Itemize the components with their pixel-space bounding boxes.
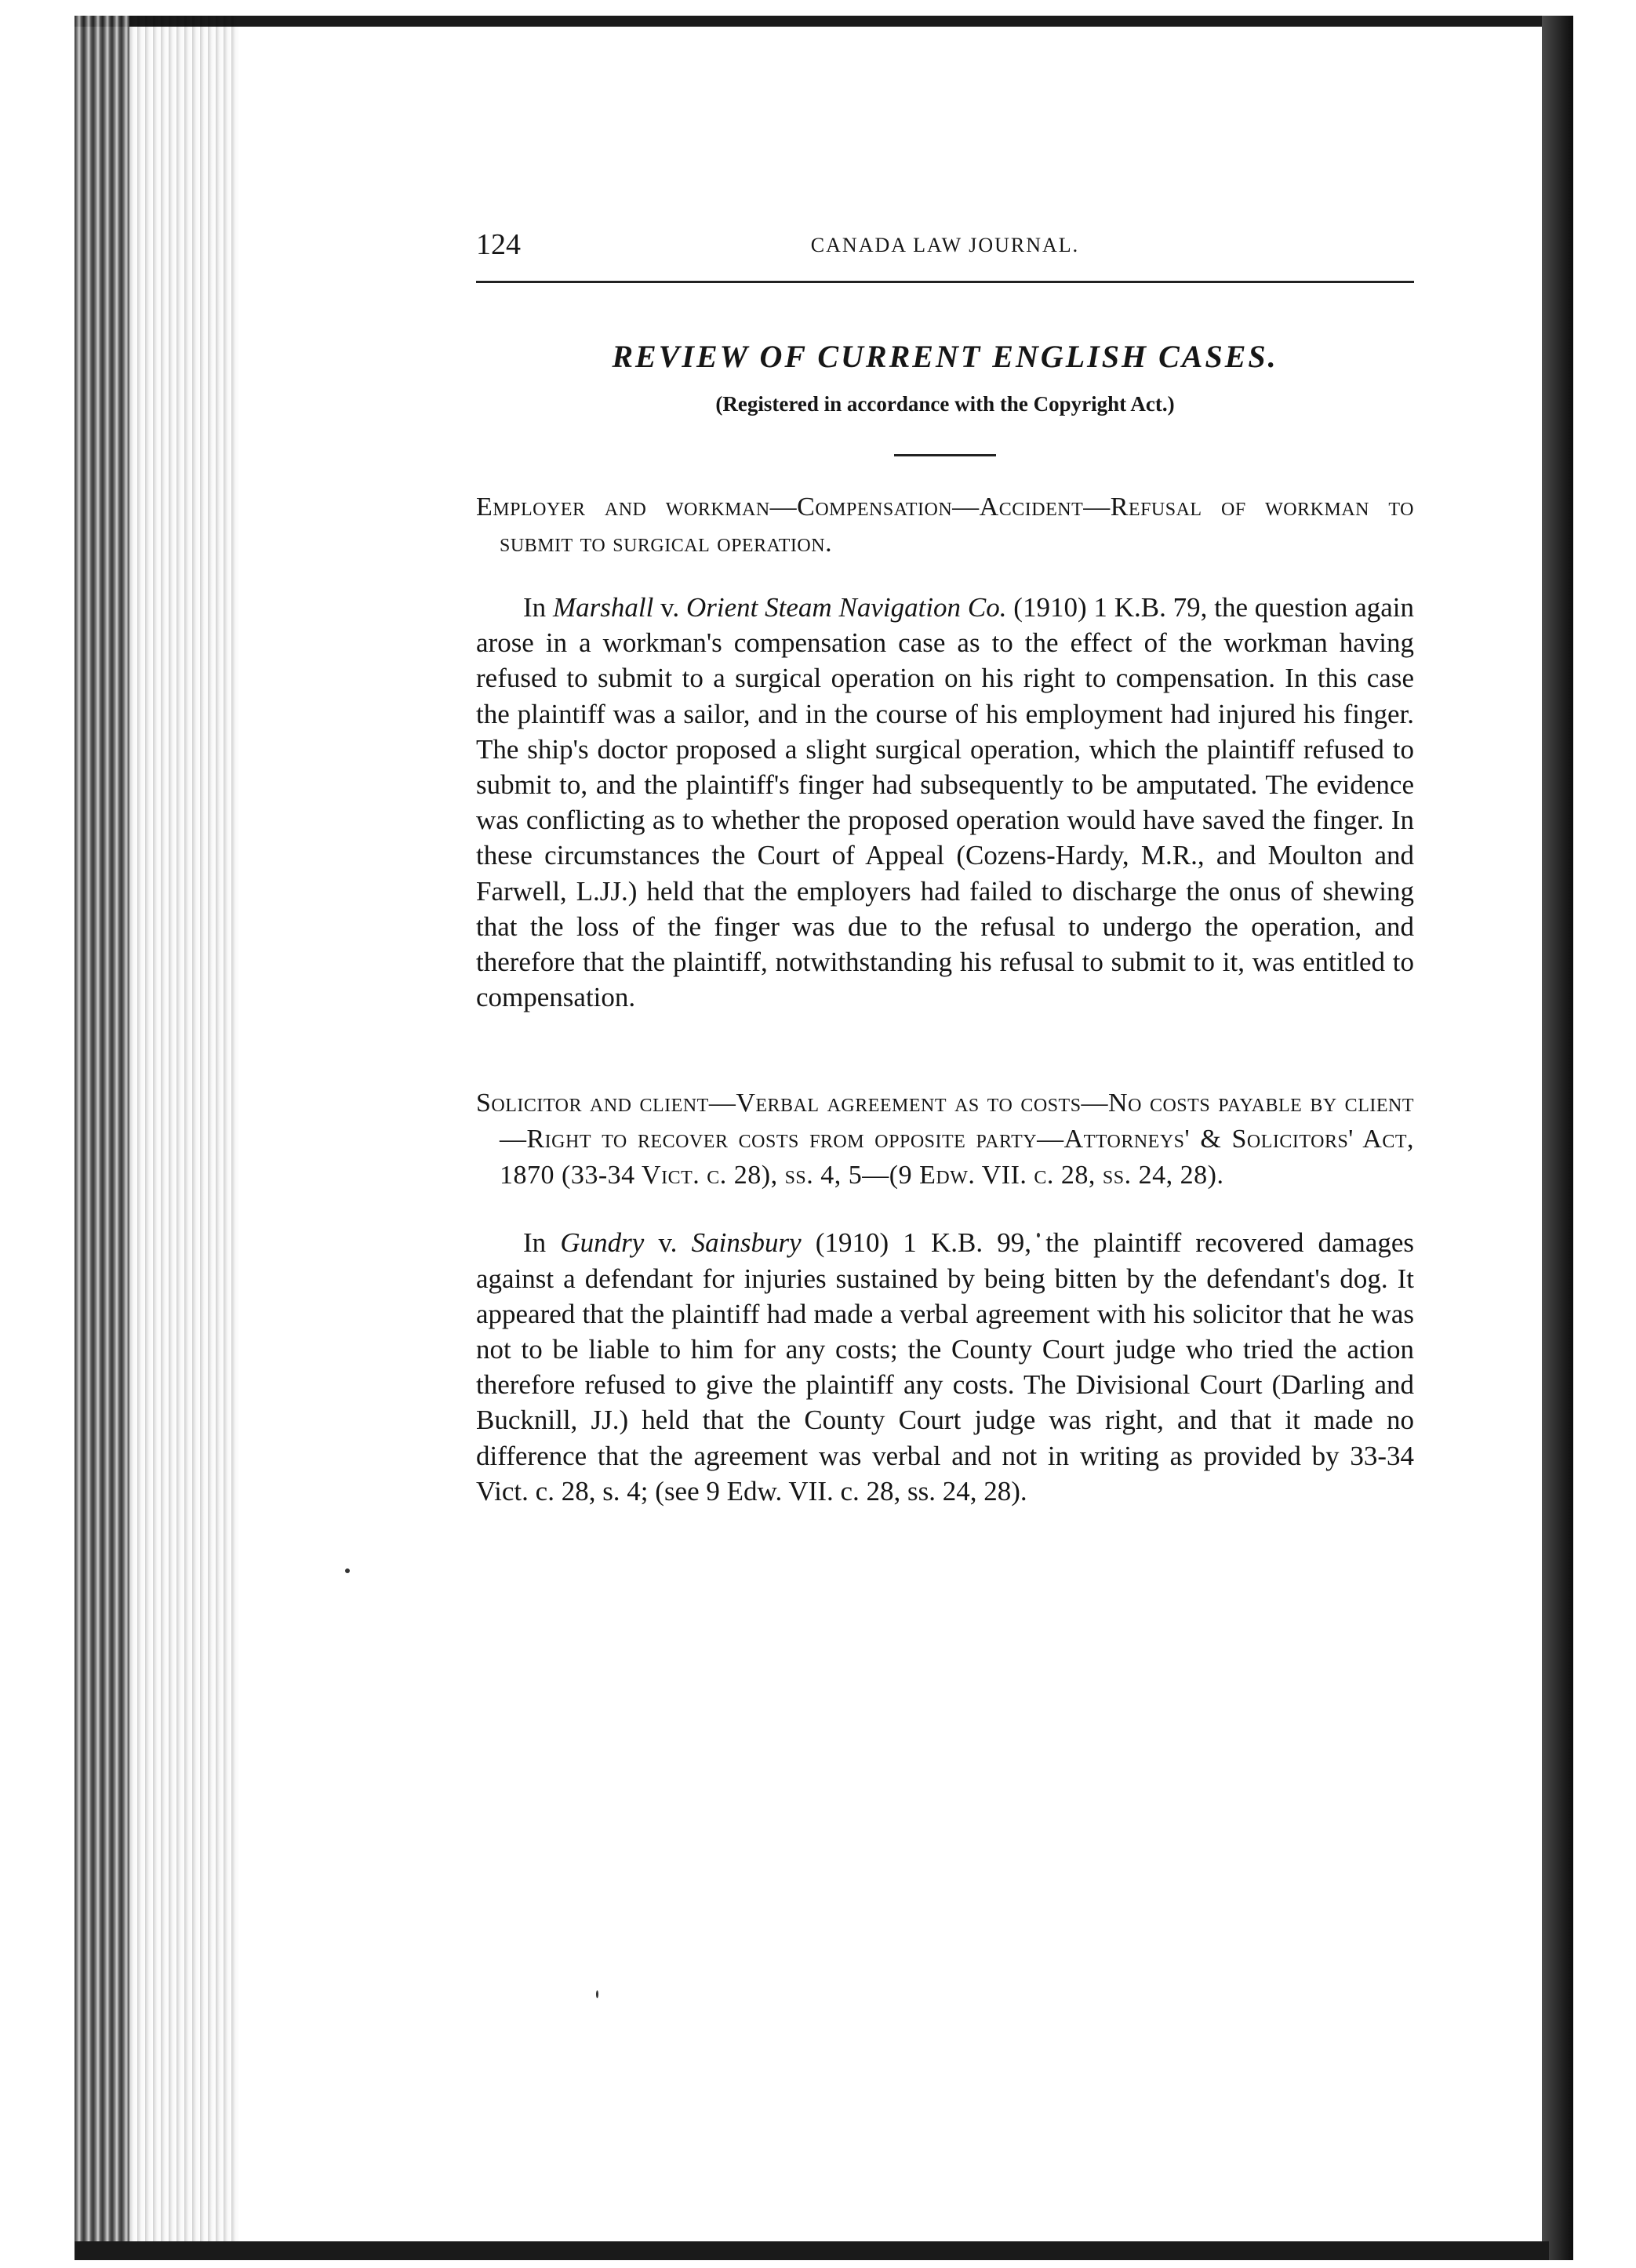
case-headnote: Solicitor and client—Verbal agreement as to costs—No costs payable by client—Right to recover costs from opposite party—Attorneys' & Solicitors' Act, 1870 (33-34 Vict. c. 28), ss. 4, 5—(9 Edw. VII. c. 28, ss. 24, 28). (476, 1089, 1414, 1190)
copyright-note: (Registered in accordance with the Copyright Act.) (715, 392, 1175, 416)
margin-speck (596, 1990, 598, 1998)
running-head (476, 227, 1414, 278)
scan-bottom-edge (75, 2241, 1549, 2260)
margin-speck (345, 1568, 350, 1573)
case-text-lead: In (523, 592, 553, 623)
case-party-name: Gundry (560, 1227, 645, 1259)
header-rule (476, 281, 1414, 283)
scan-binding-shadow (129, 16, 239, 2260)
journal-title: CANADA LAW JOURNAL. (810, 234, 1080, 256)
case-party-name: Sainsbury (691, 1227, 802, 1259)
case-party-name: Marshall (552, 592, 654, 623)
case-body-text: (1910) 1 K.B. 79, the question again arose in a workman's compensation case as to the effect of the workman having refused to submit to a surgical operation on his right to compensation. In this case the plaintiff was a sailor, and in the course of his employment had injured his finger. The ship's doctor proposed a slight surgical operation, which the plaintiff refused to submit to, and the plaintiff's finger had subsequently to be amputated. The evidence was conflicting as to whether the proposed operation would have saved the finger. In these circumstances the Court of Appeal (Cozens-Hardy, M.R., and Moulton and Farwell, L.JJ.) held that the employers had failed to discharge the onus of shewing that the loss of the finger was due to the refusal to undergo the operation, and therefore that the plaintiff, notwithstanding his refusal to submit to it, was entitled to compensation. (476, 592, 1415, 1013)
document-page (476, 227, 1414, 1536)
scan-right-edge (1542, 16, 1573, 2260)
section-divider (894, 454, 996, 456)
case-paragraph (476, 1225, 1414, 1509)
case-text-lead: In (523, 1227, 561, 1259)
case-paragraph (476, 590, 1414, 1015)
scan-binding-edge (75, 16, 129, 2260)
case-party-name: Orient Steam Navigation Co. (685, 592, 1007, 623)
case-headnote: Employer and workman—Compensation—Accident—Refusal of workman to submit to surgical operation. (476, 492, 1414, 558)
case-versus: v. (653, 592, 686, 623)
page-number: 124 (476, 228, 521, 261)
scan-top-edge (75, 16, 1549, 27)
case-versus: v. (644, 1227, 692, 1259)
section-title: REVIEW OF CURRENT ENGLISH CASES. (612, 339, 1278, 374)
case-body-text: (1910) 1 K.B. 99, the plaintiff recovered damages against a defendant for injuries sustained by being bitten by the defendant's dog. It appeared that the plaintiff had made a verbal agreement with his solicitor that he was not to be liable to him for any costs; the County Court judge who tried the action therefore refused to give the plaintiff any costs. The Divisional Court (Darling and Bucknill, JJ.) held that the County Court judge was right, and that it made no difference that the agreement was verbal and not in writing as provided by 33-34 Vict. c. 28, s. 4; (see 9 Edw. VII. c. 28, ss. 24, 28). (476, 1227, 1415, 1507)
